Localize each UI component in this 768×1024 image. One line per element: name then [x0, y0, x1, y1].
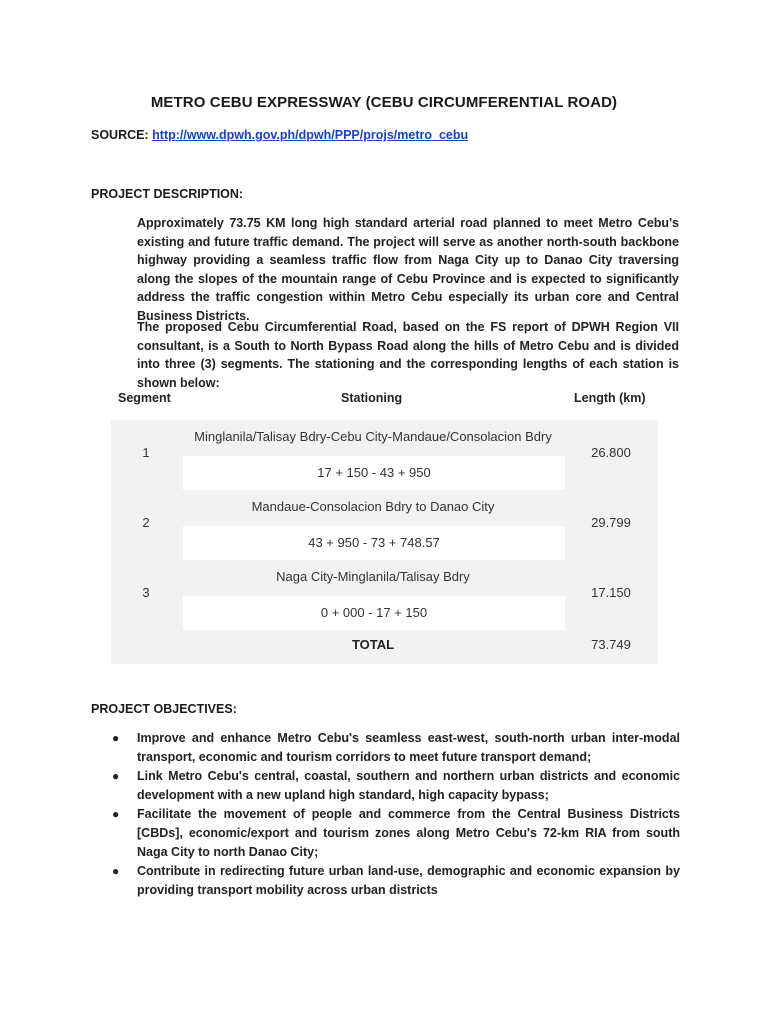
- bullet-icon: ●: [112, 864, 120, 878]
- bullet-icon: ●: [112, 731, 120, 745]
- table-row-2-length: 29.799: [591, 515, 631, 530]
- description-heading: PROJECT DESCRIPTION:: [91, 187, 244, 201]
- table-total-label: TOTAL: [351, 637, 395, 652]
- table-row-1-length: 26.800: [591, 445, 631, 460]
- objective-text-3: Facilitate the movement of people and commerce from the Central Business Districts [CBDs], economic/export and tourism zones along Metro Cebu's 72-km RIA from south Naga City to north Danao City;: [137, 807, 680, 859]
- objectives-list: [112, 729, 680, 900]
- source-line: [91, 128, 468, 142]
- source-link[interactable]: http://www.dpwh.gov.ph/dpwh/PPP/projs/metro_cebu: [152, 128, 469, 142]
- bullet-icon: ●: [112, 807, 120, 821]
- header-segment: Segment: [118, 391, 171, 405]
- objectives-heading: PROJECT OBJECTIVES:: [91, 702, 237, 716]
- list-item: [112, 729, 680, 767]
- document-title: METRO CEBU EXPRESSWAY (CEBU CIRCUMFERENTIAL ROAD): [150, 94, 618, 111]
- table-row-1-segment: 1: [142, 445, 150, 460]
- list-item: [112, 767, 680, 805]
- header-length: Length (km): [574, 391, 646, 405]
- table-row-1-name: Minglanila/Talisay Bdry-Cebu City-Mandaue/Consolacion Bdry: [194, 429, 552, 444]
- segments-table: [111, 384, 658, 660]
- list-item: [112, 862, 680, 900]
- list-item: [112, 805, 680, 862]
- table-row-2-stationing: 43 + 950 - 73 + 748.57: [183, 526, 565, 560]
- header-stationing: Stationing: [341, 391, 403, 405]
- table-row-3-segment: 3: [142, 585, 150, 600]
- table-row-3-stationing: 0 + 000 - 17 + 150: [183, 596, 565, 630]
- table-body: [111, 420, 658, 664]
- description-paragraph-2: The proposed Cebu Circumferential Road, based on the FS report of DPWH Region VII consultant, is a South to North Bypass Road along the hills of Metro Cebu and is divided into three (3) segments. The stationing and the corresponding lengths of each station is shown below:: [137, 320, 679, 390]
- table-header-row: [111, 384, 658, 416]
- description-paragraph-1: Approximately 73.75 KM long high standard arterial road planned to meet Metro Cebu's existing and future traffic demand. The project will serve as another north-south backbone highway providing a seamless traffic flow from Naga City up to Danao City traversing along the slopes of the mountain range of Cebu Province and is expected to significantly address the traffic congestion within Metro Cebu especially its urban core and Central Business Districts.: [137, 216, 679, 323]
- table-row-3-length: 17.150: [591, 585, 631, 600]
- table-total-value: 73.749: [591, 637, 631, 652]
- table-row-1-stationing: 17 + 150 - 43 + 950: [183, 456, 565, 490]
- objective-text-2: Link Metro Cebu's central, coastal, southern and northern urban districts and economic development with a new upland high standard, high capacity bypass;: [137, 769, 680, 802]
- objective-text-4: Contribute in redirecting future urban land-use, demographic and economic expansion by providing transport mobility across urban districts: [137, 864, 680, 897]
- table-row-2-name: Mandaue-Consolacion Bdry to Danao City: [251, 499, 495, 514]
- table-row-2-segment: 2: [142, 515, 150, 530]
- source-label: SOURCE:: [91, 128, 149, 142]
- bullet-icon: ●: [112, 769, 120, 783]
- table-row-3-name: Naga City-Minglanila/Talisay Bdry: [276, 569, 470, 584]
- objective-text-1: Improve and enhance Metro Cebu's seamless east-west, south-north urban inter-modal transport, economic and tourism corridors to meet future transport demand;: [137, 731, 680, 764]
